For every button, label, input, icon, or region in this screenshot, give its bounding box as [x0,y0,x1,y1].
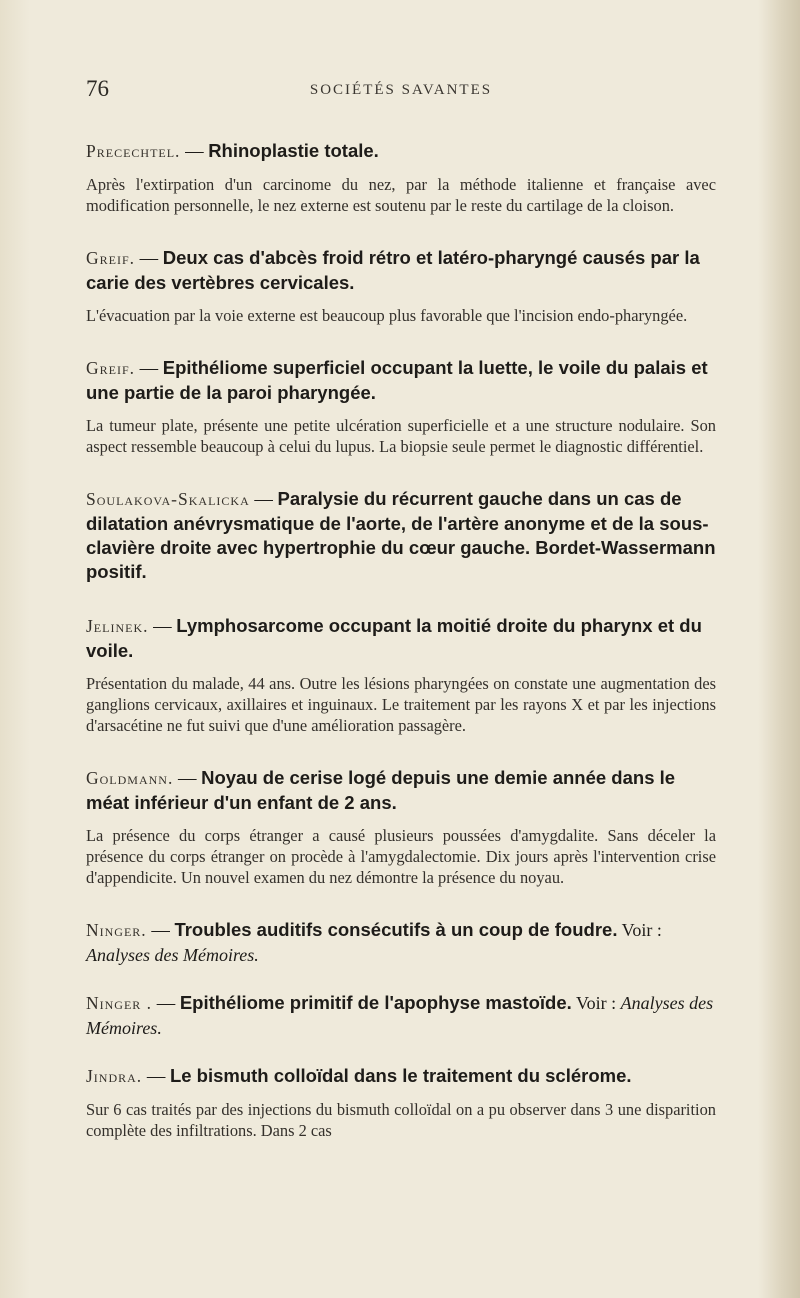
entry-dash: — [180,142,209,162]
entry-title: Lymphosarcome occupant la moitié droite du pharynx et du voile. [86,615,702,661]
entry-author: Jindra. [86,1066,143,1086]
entry-title: Noyau de cerise logé depuis une demie année dans le méat inférieur d'un enfant de 2 ans. [86,767,676,813]
entry-dash: — [249,490,278,510]
entry-body: Sur 6 cas traités par des injections du bismuth colloïdal on a pu observer dans 3 une disparition complète des infiltrations. Dans 2 cas [86,1100,716,1140]
page-content [86,139,716,1171]
entry-heading [86,918,716,967]
entry-dash: — [152,994,180,1014]
entry-ninger-epitheliome [86,991,716,1040]
reference-prefix: Voir : [617,920,662,940]
page-header [86,76,716,106]
entry-ninger-troubles [86,918,716,967]
entry-body: La présence du corps étranger a causé plusieurs poussées d'amygdalite. Sans déceler la présence du corps étranger on procède à l'amygdalectomie. Dix jours après l'intervention crise d'appendicite. Un nouvel examen du nez démontre la présence du noyau. [86,826,716,887]
running-head: SOCIÉTÉS SAVANTES [309,82,493,98]
entry-author: Jelinek. [86,616,149,636]
entry-heading [86,139,716,164]
entry-author: Ninger. [86,920,147,940]
entry-author: Soulakova-Skalicka [86,489,250,509]
reference-source: Analyses des Mémoires. [86,993,714,1038]
entry-dash: — [173,769,202,789]
entry-body: Présentation du malade, 44 ans. Outre les lésions pharyngées on constate une augmentation des ganglions cervicaux, axillaires et inguinaux. Le traitement par les rayons X et par les injections d'arsacétine ne fut suivi que d'une amélioration passagère. [86,674,716,735]
entry-author: Precechtel. [86,141,181,161]
entry-title: Rhinoplastie totale. [208,140,379,161]
entry-heading [86,991,716,1040]
entry-dash: — [142,1067,170,1087]
entry-title: Paralysie du récurrent gauche dans un cas de dilatation anévrysmatique de l'aorte, de l'artère anonyme et de la sous-clavière droite avec hypertrophie du cœur gauche. Bordet-Wassermann positif. [86,488,716,582]
page-shadow-left [0,0,30,1298]
entry-title: Troubles auditifs consécutifs à un coup de foudre. [174,919,618,940]
entry-title: Epithéliome primitif de l'apophyse mastoïde. [179,992,572,1013]
entry-precechtel [86,139,716,216]
entry-author: Goldmann. [86,768,174,788]
entry-author: Greif. [86,248,136,268]
reference-source: Analyses des Mémoires. [86,945,259,965]
entry-heading [86,356,716,405]
entry-heading [86,487,716,584]
entry-jindra [86,1064,716,1141]
entry-heading [86,614,716,663]
entry-body: Après l'extirpation d'un carcinome du nez, par la méthode italienne et française avec modification personnelle, le nez externe est soutenu par le reste du cartilage de la cloison. [86,175,716,215]
entry-heading [86,1064,716,1089]
entry-heading [86,246,716,295]
entry-dash: — [135,359,163,379]
entry-title: Le bismuth colloïdal dans le traitement du sclérome. [169,1065,632,1086]
page-number: 76 [86,76,109,101]
entry-title: Epithéliome superficiel occupant la luette, le voile du palais et une partie de la paroi pharyngée. [86,357,708,403]
page-shadow-right [758,0,800,1298]
entry-heading [86,766,716,815]
entry-dash: — [135,249,163,269]
entry-body: L'évacuation par la voie externe est beaucoup plus favorable que l'incision endo-pharyngée. [86,306,688,325]
entry-author: Ninger . [86,993,153,1013]
reference-prefix: Voir : [571,993,621,1013]
entry-jelinek [86,614,716,736]
entry-soulakova-skalicka [86,487,716,584]
entry-author: Greif. [86,358,136,378]
entry-greif-epitheliome [86,356,716,457]
entry-body: La tumeur plate, présente une petite ulcération superficielle et a une structure nodulaire. Son aspect ressemble beaucoup à celui du lupus. La biopsie seule permet le diagnostic différentiel. [86,416,716,456]
entry-dash: — [146,921,175,941]
entry-title: Deux cas d'abcès froid rétro et latéro-pharyngé causés par la carie des vertèbres cervicales. [86,247,700,293]
entry-goldmann [86,766,716,888]
entry-greif-abces [86,246,716,326]
entry-dash: — [148,617,177,637]
